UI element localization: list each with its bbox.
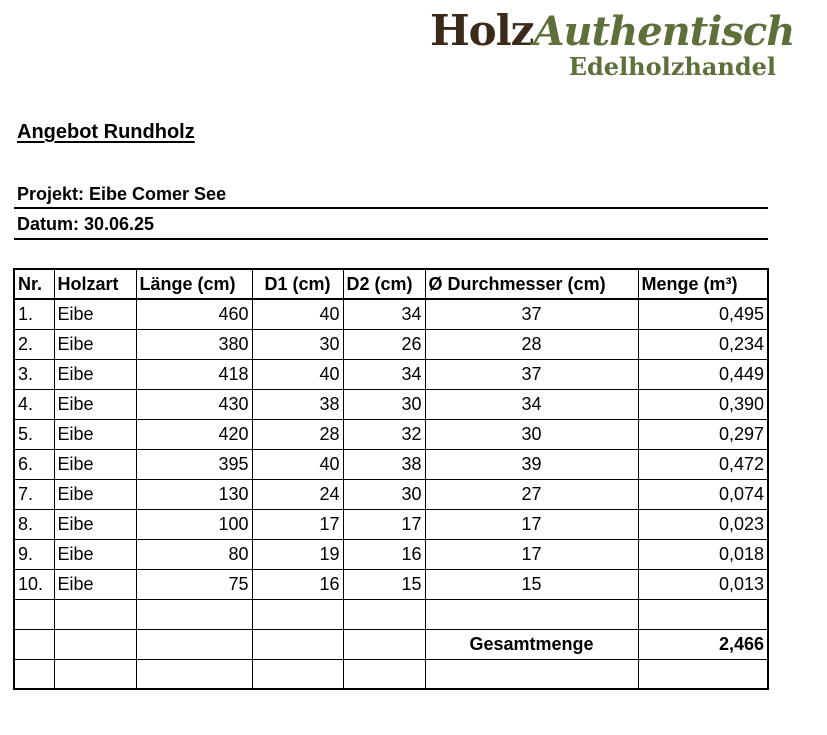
logo-word-holz: Holz: [430, 6, 534, 55]
cell-volume: 0,234: [638, 329, 768, 359]
table-header-row: [14, 269, 768, 299]
cell-volume: 0,390: [638, 389, 768, 419]
cell-avg: 37: [425, 299, 638, 329]
table-row: [14, 359, 768, 389]
cell-volume: 0,472: [638, 449, 768, 479]
logo-tagline: Edelholzhandel: [568, 52, 776, 81]
cell-nr: 7.: [14, 479, 54, 509]
header-wood-type: Holzart: [54, 269, 136, 299]
cell-length: 80: [136, 539, 252, 569]
cell-length: 130: [136, 479, 252, 509]
cell-empty: [252, 599, 343, 629]
cell-empty: [638, 659, 768, 689]
cell-d2: 16: [343, 539, 425, 569]
date-line: Datum: 30.06.25: [14, 211, 768, 240]
cell-nr: 2.: [14, 329, 54, 359]
cell-d1: 30: [252, 329, 343, 359]
cell-volume: 0,023: [638, 509, 768, 539]
cell-nr: 1.: [14, 299, 54, 329]
cell-volume: 0,074: [638, 479, 768, 509]
offer-table: [13, 268, 769, 690]
cell-d2: 30: [343, 389, 425, 419]
document-title: Angebot Rundholz: [17, 121, 195, 143]
table-row: [14, 509, 768, 539]
cell-nr: 8.: [14, 509, 54, 539]
cell-avg: 15: [425, 569, 638, 599]
header-d2: D2 (cm): [343, 269, 425, 299]
cell-length: 75: [136, 569, 252, 599]
cell-length: 100: [136, 509, 252, 539]
table-row: [14, 569, 768, 599]
cell-avg: 39: [425, 449, 638, 479]
table-row: [14, 479, 768, 509]
cell-volume: 0,495: [638, 299, 768, 329]
cell-empty: [54, 599, 136, 629]
cell-length: 395: [136, 449, 252, 479]
cell-wood: Eibe: [54, 389, 136, 419]
cell-d2: 26: [343, 329, 425, 359]
cell-nr: 3.: [14, 359, 54, 389]
cell-d1: 40: [252, 359, 343, 389]
cell-avg: 27: [425, 479, 638, 509]
cell-volume: 0,449: [638, 359, 768, 389]
cell-wood: Eibe: [54, 359, 136, 389]
cell-nr: 5.: [14, 419, 54, 449]
header-volume: Menge (m³): [638, 269, 768, 299]
total-value: 2,466: [638, 629, 768, 659]
cell-d2: 30: [343, 479, 425, 509]
cell-d1: 16: [252, 569, 343, 599]
cell-empty: [343, 659, 425, 689]
table-row-empty: [14, 659, 768, 689]
cell-empty: [136, 659, 252, 689]
cell-empty: [136, 629, 252, 659]
cell-nr: 6.: [14, 449, 54, 479]
cell-empty: [252, 629, 343, 659]
cell-d2: 32: [343, 419, 425, 449]
table-row: [14, 389, 768, 419]
header-length: Länge (cm): [136, 269, 252, 299]
header-nr: Nr.: [14, 269, 54, 299]
cell-length: 380: [136, 329, 252, 359]
cell-nr: 9.: [14, 539, 54, 569]
logo-word-authentisch: Authentisch: [533, 8, 795, 55]
cell-empty: [14, 659, 54, 689]
cell-wood: Eibe: [54, 419, 136, 449]
table-row: [14, 449, 768, 479]
cell-empty: [14, 629, 54, 659]
cell-empty: [343, 629, 425, 659]
cell-avg: 37: [425, 359, 638, 389]
table-row-total: [14, 629, 768, 659]
cell-avg: 34: [425, 389, 638, 419]
cell-empty: [343, 599, 425, 629]
cell-volume: 0,297: [638, 419, 768, 449]
cell-wood: Eibe: [54, 509, 136, 539]
total-label: Gesamtmenge: [425, 629, 638, 659]
cell-wood: Eibe: [54, 569, 136, 599]
header-avg-diameter: Ø Durchmesser (cm): [425, 269, 638, 299]
cell-wood: Eibe: [54, 539, 136, 569]
cell-volume: 0,013: [638, 569, 768, 599]
table-row: [14, 419, 768, 449]
table-row: [14, 299, 768, 329]
cell-empty: [54, 659, 136, 689]
cell-nr: 4.: [14, 389, 54, 419]
cell-empty: [638, 599, 768, 629]
cell-empty: [136, 599, 252, 629]
project-line: Projekt: Eibe Comer See: [14, 181, 768, 209]
cell-d1: 24: [252, 479, 343, 509]
cell-wood: Eibe: [54, 449, 136, 479]
cell-d1: 17: [252, 509, 343, 539]
cell-wood: Eibe: [54, 329, 136, 359]
cell-d1: 19: [252, 539, 343, 569]
table-row: [14, 539, 768, 569]
cell-d1: 40: [252, 299, 343, 329]
cell-d1: 40: [252, 449, 343, 479]
cell-avg: 30: [425, 419, 638, 449]
cell-d1: 28: [252, 419, 343, 449]
cell-empty: [14, 599, 54, 629]
cell-avg: 28: [425, 329, 638, 359]
cell-wood: Eibe: [54, 479, 136, 509]
cell-d2: 15: [343, 569, 425, 599]
cell-volume: 0,018: [638, 539, 768, 569]
cell-empty: [252, 659, 343, 689]
cell-empty: [425, 599, 638, 629]
cell-avg: 17: [425, 539, 638, 569]
cell-length: 460: [136, 299, 252, 329]
cell-d2: 34: [343, 359, 425, 389]
cell-length: 420: [136, 419, 252, 449]
cell-d2: 34: [343, 299, 425, 329]
cell-d1: 38: [252, 389, 343, 419]
cell-empty: [54, 629, 136, 659]
company-logo: [430, 6, 795, 81]
cell-wood: Eibe: [54, 299, 136, 329]
cell-d2: 17: [343, 509, 425, 539]
cell-empty: [425, 659, 638, 689]
table-row: [14, 329, 768, 359]
table-row-empty: [14, 599, 768, 629]
header-d1: D1 (cm): [252, 269, 343, 299]
cell-length: 430: [136, 389, 252, 419]
cell-avg: 17: [425, 509, 638, 539]
cell-nr: 10.: [14, 569, 54, 599]
cell-length: 418: [136, 359, 252, 389]
cell-d2: 38: [343, 449, 425, 479]
